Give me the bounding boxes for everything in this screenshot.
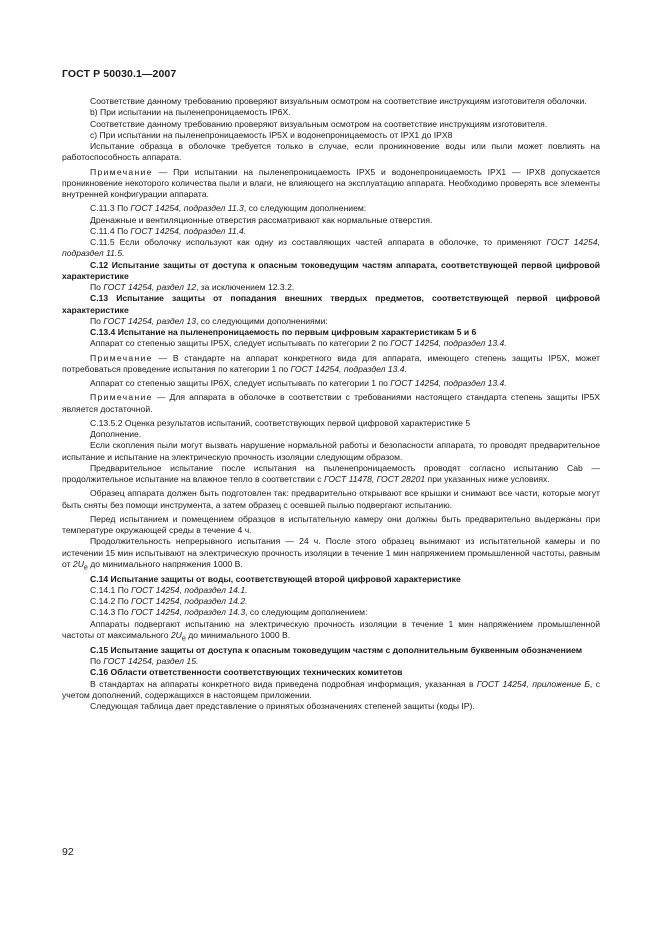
paragraph-item-b (62, 107, 600, 118)
standard-reference: ГОСТ 14254, подраздел 11.4. (130, 225, 247, 236)
document-body (62, 96, 600, 712)
text: Соответствие данному требованию проверяют визуальным осмотром на соответствие инструкциям изготовителя. (90, 118, 548, 129)
text: при указанных ниже условиях. (425, 474, 550, 484)
text: С.11.3 По (90, 203, 131, 214)
voltage-symbol: 2U (72, 558, 84, 569)
standard-reference: ГОСТ 14254, раздел 13 (103, 315, 196, 326)
paragraph (62, 656, 600, 667)
text: — В стандарте на аппарат конкретного вида для аппарата, имеющего степень защиты IP5X, может потребоваться проведение испытания по категории 1 по (62, 352, 600, 374)
text: c) При испытании на пыленепроницаемость IP5X и водонепроницаемость от IPX1 до IPX8 (90, 129, 453, 140)
note-label: Примечание (90, 166, 153, 177)
text: Следующая таблица дает представление о принятых обозначениях степеней защиты (коды IP). (90, 701, 475, 712)
clause-c-11-3 (62, 203, 600, 214)
text: , со следующим дополнением: (243, 203, 367, 214)
voltage-symbol: 2U (170, 629, 182, 640)
text: Предварительное испытание после испытания на пыленепроницаемость проводят согласно испытанию Cab — продолжительное испытание на влажное тепло в соответствии с (62, 462, 600, 484)
standard-reference: ГОСТ 14254, подраздел 14.1. (131, 584, 248, 595)
page-number: 92 (62, 846, 74, 858)
text: до минимального напряжения 1000 В. (87, 558, 243, 569)
text: Образец аппарата должен быть подготовлен так: предварительно открывают все крышки и снимают все части, которые могут быть сняты без помощи инструмента, а затем образец с осевшей пылью подвергают испытанию. (62, 488, 600, 510)
text: С.14.1 По (90, 584, 132, 595)
standard-code-header: ГОСТ Р 50030.1—2007 (62, 68, 177, 80)
standard-reference: ГОСТ 14254, подраздел 11.5. (62, 237, 601, 259)
text: В стандартах на аппараты конкретного вида приведена подробная информация, указанная в (90, 678, 477, 689)
text: Продолжительность непрерывного испытания — 24 ч. После этого образец вынимают из испытательной камеры и по истечении 15 мин испытывают на электрическую прочность изоляции в течение 1 мин напряжением промышленной частоты, равным от (62, 536, 600, 569)
clause-c-13-5-2 (62, 418, 600, 429)
paragraph (62, 316, 600, 327)
clause-c-11-5 (62, 237, 600, 260)
paragraph (62, 679, 600, 702)
paragraph (62, 119, 600, 130)
text: , с учетом дополнений, содержащихся в настоящем приложении. (62, 678, 600, 700)
standard-reference: ГОСТ 14254, подраздел 14.3 (131, 607, 246, 618)
clause-c-11-4 (62, 226, 600, 237)
text: , за исключением 12.3.2. (195, 282, 295, 292)
clause-c-14-1 (62, 585, 600, 596)
text: Соответствие данному требованию проверяют визуальным осмотром на соответствие инструкциям изготовителя оболочки. (90, 96, 587, 106)
section-heading-c-12: С.12 Испытание защиты от доступа к опасным токоведущим частям аппарата, соответствующей первой цифровой характеристике (62, 259, 600, 281)
paragraph (62, 514, 600, 537)
text: По (90, 315, 104, 326)
paragraph (62, 619, 600, 645)
standard-reference: ГОСТ 14254, раздел 15. (103, 656, 199, 667)
note-paragraph (62, 167, 600, 201)
standard-reference: ГОСТ 11478, ГОСТ 28201 (323, 474, 426, 484)
text: С.14.2 По (90, 596, 132, 607)
text: Аппараты подвергают испытанию на электрическую прочность изоляции в течение 1 мин напряжением промышленной частоты от максимального (62, 618, 600, 640)
paragraph (62, 429, 600, 440)
clause-c-14-2 (62, 596, 600, 607)
paragraph (62, 463, 600, 486)
text: Аппарат со степенью защиты IP5X, следует испытывать по категории 2 по (90, 338, 391, 349)
text: , со следующими дополнениями: (195, 315, 328, 326)
text: Дополнение. (90, 429, 142, 439)
paragraph-item-c (62, 130, 600, 141)
text: С.14.3 По (90, 607, 132, 618)
section-heading-c-16: С.16 Области ответственности соответствующих технических комитетов (90, 667, 403, 678)
text: Аппарат со степенью защиты IP6X, следует испытывать по категории 1 по (90, 378, 391, 388)
note-paragraph (62, 392, 600, 415)
paragraph (62, 141, 600, 164)
paragraph (62, 536, 600, 573)
paragraph (62, 701, 600, 712)
section-heading-c-14: С.14 Испытание защиты от воды, соответствующей второй цифровой характеристике (90, 573, 461, 584)
paragraph (62, 440, 600, 463)
paragraph (62, 215, 600, 226)
paragraph (62, 488, 600, 511)
standard-reference: ГОСТ 14254, подраздел 13.4. (390, 378, 507, 388)
paragraph (62, 378, 600, 389)
standard-reference: ГОСТ 14254, подраздел 13.4. (390, 338, 507, 349)
standard-reference: ГОСТ 14254, подраздел 11.3 (130, 203, 244, 214)
text: Дренажные и вентиляционные отверстия рассматривают как нормальные отверстия. (90, 214, 433, 225)
text: С.11.4 По (90, 225, 131, 236)
section-heading-c-15: С.15 Испытание защиты от доступа к опасным токоведущим частям с дополнительным буквенным обозначением (90, 644, 583, 655)
text: По (90, 656, 104, 667)
voltage-subscript: e (181, 634, 186, 643)
section-heading-c-13: С.13 Испытание защиты от попадания внешних твердых предметов, соответствующей первой цифровой характеристике (62, 293, 600, 315)
paragraph (62, 338, 600, 349)
standard-reference: ГОСТ 14254, приложение Б (476, 678, 590, 689)
text: С.11.5 Если оболочку используют как одну из составляющих частей аппарата в оболочке, то применяют (90, 237, 547, 247)
paragraph (62, 282, 600, 293)
note-paragraph (62, 353, 600, 376)
standard-reference: ГОСТ 14254, раздел 12 (103, 282, 196, 292)
text: — При испытании на пыленепроницаемость IPX5 и водонепроницаемость IPX1 — IPX8 допускается проникновение некоторого количества пыли и влаги, не влияющего на эксплуатацию аппарата. Необходимо проверять все элементы внутренней конфигурации аппарата. (62, 166, 600, 199)
standard-reference: ГОСТ 14254, подраздел 14.2. (131, 596, 248, 607)
text: По (90, 282, 104, 292)
paragraph (62, 96, 600, 107)
note-label: Примечание (90, 392, 153, 403)
text: С.13.5.2 Оценка результатов испытаний, соответствующих первой цифровой характеристике 5 (90, 417, 471, 428)
text: Если скопления пыли могут вызвать нарушение нормальной работы и безопасности аппарата, то проводят предварительное испытание и испытание на электрическую прочность изоляции следующим образом. (62, 440, 600, 462)
text: до минимального 1000 В. (185, 629, 291, 640)
text: Испытание образца в оболочке требуется только в случае, если проникновение воды или пыли может повлиять на работоспособность аппарата. (62, 141, 600, 163)
text: b) При испытании на пыленепроницаемость IP6X. (90, 107, 291, 118)
text: Перед испытанием и помещением образцов в испытательную камеру они должны быть предварительно выдержаны при температуре окружающей среды в течение 4 ч. (62, 513, 600, 535)
note-label: Примечание (90, 352, 153, 363)
clause-c-14-3 (62, 607, 600, 618)
section-heading-c-13-4: С.13.4 Испытание на пыленепроницаемость по первым цифровым характеристикам 5 и 6 (90, 327, 477, 337)
voltage-subscript: e (83, 563, 88, 572)
standard-reference: ГОСТ 14254, подраздел 13.4. (290, 363, 407, 374)
text: , со следующим дополнением: (245, 607, 368, 618)
text: — Для аппарата в оболочке в соответствии с требованиями настоящего стандарта степень защиты IP5X является достаточной. (62, 392, 600, 414)
